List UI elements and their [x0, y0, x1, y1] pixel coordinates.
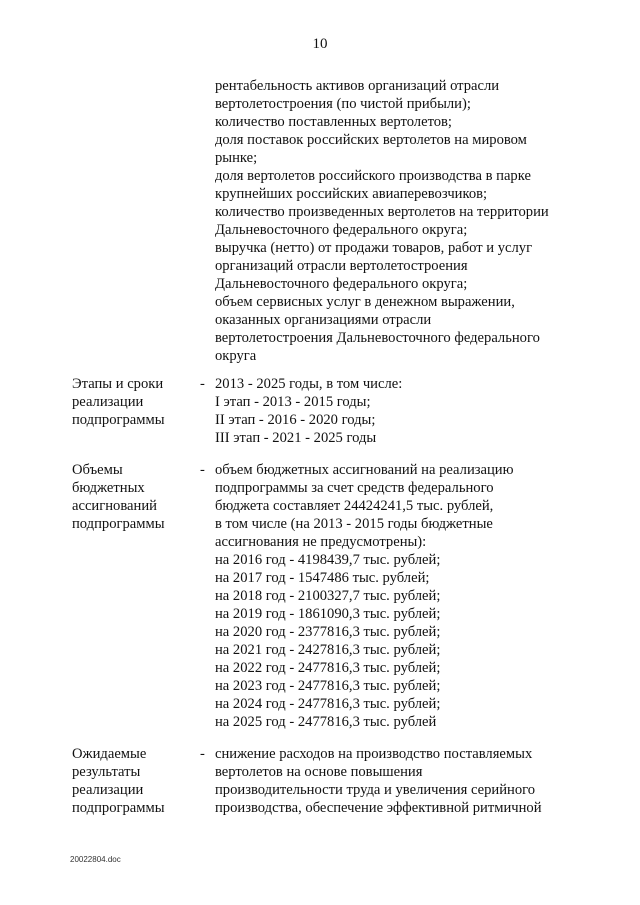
document-filename: 20022804.doc	[70, 855, 121, 864]
intro-line: оказанных организациями отрасли	[215, 312, 432, 328]
results-value-line: производства, обеспечение эффективной ритмичной	[215, 800, 542, 816]
funding-value-line: объем бюджетных ассигнований на реализацию	[215, 462, 514, 478]
funding-year-line: на 2025 год - 2477816,3 тыс. рублей	[215, 714, 437, 730]
stages-value-line: I этап - 2013 - 2015 годы;	[215, 394, 371, 410]
stages-value-line: 2013 - 2025 годы, в том числе:	[215, 376, 403, 392]
intro-line: вертолетостроения (по чистой прибыли);	[215, 96, 471, 112]
results-label: реализации	[72, 782, 144, 798]
stages-label: реализации	[72, 394, 144, 410]
results-dash: -	[200, 746, 205, 762]
intro-line: Дальневосточного федерального округа;	[215, 276, 468, 292]
intro-line: рентабельность активов организаций отрасли	[215, 78, 500, 94]
page-number: 10	[312, 36, 328, 52]
stages-value-line: II этап - 2016 - 2020 годы;	[215, 412, 376, 428]
intro-line: вертолетостроения Дальневосточного федерального	[215, 330, 540, 346]
funding-year-line: на 2019 год - 1861090,3 тыс. рублей;	[215, 606, 441, 622]
intro-line: Дальневосточного федерального округа;	[215, 222, 468, 238]
funding-dash: -	[200, 462, 205, 478]
results-value-line: вертолетов на основе повышения	[215, 764, 423, 780]
stages-dash: -	[200, 376, 205, 392]
intro-line: организаций отрасли вертолетостроения	[215, 258, 468, 274]
intro-line: выручка (нетто) от продажи товаров, работ и услуг	[215, 240, 533, 256]
results-value-line: снижение расходов на производство поставляемых	[215, 746, 533, 762]
stages-label: подпрограммы	[72, 412, 165, 428]
results-value-line: производительности труда и увеличения серийного	[215, 782, 536, 798]
intro-line: доля поставок российских вертолетов на мировом	[215, 132, 527, 148]
stages-label: Этапы и сроки	[72, 376, 164, 392]
intro-line: доля вертолетов российского производства в парке	[215, 168, 531, 184]
funding-label: подпрограммы	[72, 516, 165, 532]
funding-year-line: на 2018 год - 2100327,7 тыс. рублей;	[215, 588, 441, 604]
results-label: Ожидаемые	[72, 746, 147, 762]
funding-value-line: бюджета составляет 24424241,5 тыс. рублей,	[215, 498, 494, 514]
funding-year-line: на 2020 год - 2377816,3 тыс. рублей;	[215, 624, 441, 640]
funding-label: Объемы	[72, 462, 123, 478]
stages-value-line: III этап - 2021 - 2025 годы	[215, 430, 377, 446]
funding-year-line: на 2023 год - 2477816,3 тыс. рублей;	[215, 678, 441, 694]
intro-line: объем сервисных услуг в денежном выражении,	[215, 294, 515, 310]
funding-label: ассигнований	[72, 498, 157, 514]
intro-line: количество поставленных вертолетов;	[215, 114, 452, 130]
funding-value-line: в том числе (на 2013 - 2015 годы бюджетные	[215, 516, 493, 532]
intro-line: количество произведенных вертолетов на территории	[215, 204, 549, 220]
funding-year-line: на 2022 год - 2477816,3 тыс. рублей;	[215, 660, 441, 676]
funding-year-line: на 2016 год - 4198439,7 тыс. рублей;	[215, 552, 441, 568]
funding-value-line: подпрограммы за счет средств федерального	[215, 480, 494, 496]
funding-year-line: на 2024 год - 2477816,3 тыс. рублей;	[215, 696, 441, 712]
results-label: результаты	[72, 764, 141, 780]
intro-line: округа	[215, 348, 257, 364]
funding-label: бюджетных	[72, 480, 145, 496]
funding-year-line: на 2021 год - 2427816,3 тыс. рублей;	[215, 642, 441, 658]
intro-line: рынке;	[215, 150, 258, 166]
funding-value-line: ассигнования не предусмотрены):	[215, 534, 427, 550]
results-label: подпрограммы	[72, 800, 165, 816]
funding-year-line: на 2017 год - 1547486 тыс. рублей;	[215, 570, 430, 586]
intro-line: крупнейших российских авиаперевозчиков;	[215, 186, 488, 202]
